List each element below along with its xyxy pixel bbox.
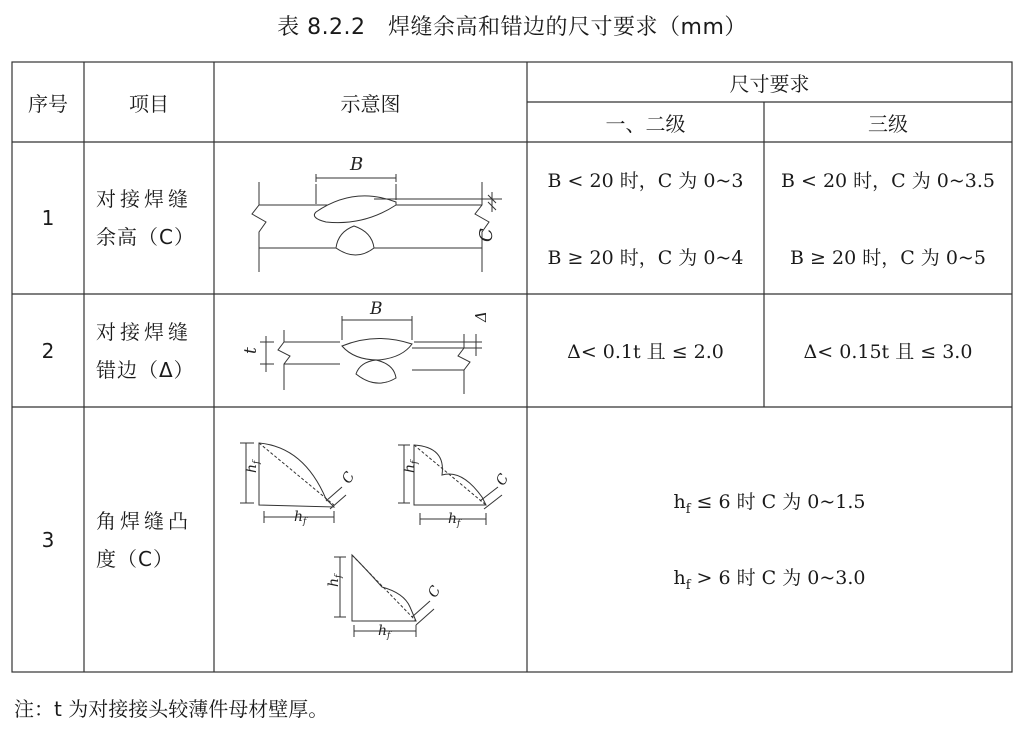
header-diagram: 示意图 — [340, 91, 401, 116]
row-3-no: 3 — [41, 527, 55, 552]
row-1-level3-line2: B ≥ 20 时，C 为 0~5 — [790, 247, 986, 269]
label-c-left: C — [339, 469, 359, 487]
row-2-level-1-2: Δ< 0.1t 且 ≤ 2.0 — [567, 341, 724, 363]
table-note: 注：t 为对接接头较薄件母材壁厚。 — [14, 697, 329, 721]
butt-weld-reinforcement-diagram — [214, 142, 527, 294]
row-1-level-1-2 — [527, 142, 764, 294]
label-hf-left-v: $h_f$ — [244, 460, 262, 473]
label-t: t — [241, 347, 261, 354]
header-level-1-2: 一、二级 — [605, 111, 686, 136]
row-3-item — [96, 407, 214, 672]
row-1-item-line2: 余高（C） — [96, 225, 195, 249]
fillet-weld-convexity-diagram — [214, 407, 527, 672]
header-no: 序号 — [28, 91, 68, 116]
row-1-item — [96, 142, 214, 294]
label-hf-bottom-v: $h_f$ — [326, 574, 344, 587]
label-delta: Δ — [472, 311, 490, 322]
row-1-no: 1 — [41, 206, 55, 230]
label-c: C — [476, 228, 497, 242]
row-3-item-line1: 角焊缝凸 — [96, 508, 192, 533]
header-requirement: 尺寸要求 — [729, 71, 810, 96]
header-level-3: 三级 — [868, 111, 908, 136]
row-3-requirement — [527, 407, 1012, 672]
row-2-no: 2 — [41, 338, 55, 363]
label-b: B — [350, 154, 364, 175]
row-1-level12-line1: B < 20 时，C 为 0~3 — [547, 170, 744, 192]
label-c-bottom: C — [425, 583, 445, 601]
label-b-2: B — [370, 299, 383, 319]
row-2-item — [96, 294, 214, 407]
table-title: 表 8.2.2 焊缝余高和错边的尺寸要求（mm） — [277, 15, 747, 40]
label-hf-bottom-h: $h_f$ — [378, 623, 391, 641]
row-3-req-line1: $h_f \le 6$ 时 C 为 0~1.5 — [673, 490, 866, 517]
row-1-level3-line1: B < 20 时，C 为 0~3.5 — [780, 170, 996, 192]
row-1-item-line1: 对接焊缝 — [96, 187, 192, 211]
row-2-level-3: Δ< 0.15t 且 ≤ 3.0 — [803, 341, 973, 363]
header-item: 项目 — [129, 91, 169, 116]
label-hf-right-h: $h_f$ — [448, 511, 461, 529]
label-hf-left-h: $h_f$ — [294, 509, 307, 527]
row-1-level-3 — [764, 142, 1012, 294]
row-2-item-line1: 对接焊缝 — [96, 319, 192, 344]
row-3-req-line2: $h_f > 6$ 时 C 为 0~3.0 — [673, 566, 866, 593]
row-2-item-line2: 错边（Δ） — [96, 357, 195, 382]
row-3-item-line2: 度（C） — [96, 546, 174, 571]
row-1-level12-line2: B ≥ 20 时，C 为 0~4 — [547, 247, 744, 269]
label-c-right: C — [493, 471, 513, 489]
label-hf-right-v: $h_f$ — [402, 460, 420, 473]
butt-weld-misalignment-diagram — [214, 294, 527, 407]
